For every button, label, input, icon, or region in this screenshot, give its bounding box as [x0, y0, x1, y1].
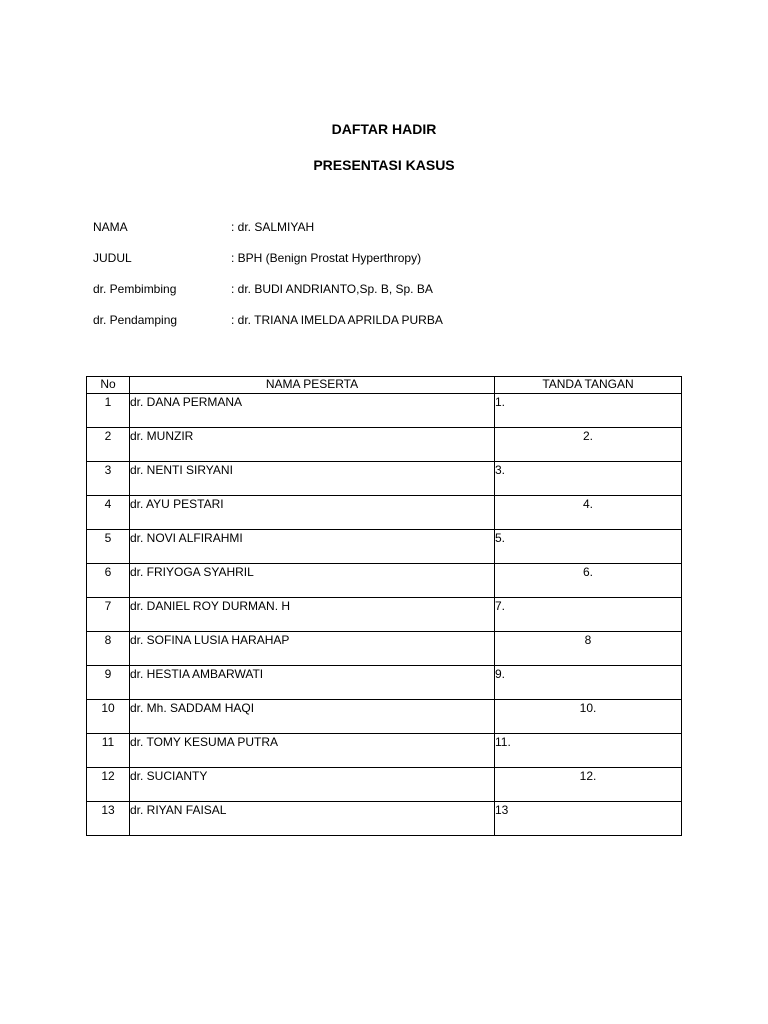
cell-name: dr. NOVI ALFIRAHMI: [130, 530, 495, 564]
cell-signature: 13: [495, 802, 682, 836]
table-row: [87, 428, 682, 462]
cell-name: dr. Mh. SADDAM HAQI: [130, 700, 495, 734]
table-row: [87, 700, 682, 734]
table-row: [87, 802, 682, 836]
cell-signature: 1.: [495, 394, 682, 428]
table-row: [87, 734, 682, 768]
cell-name: dr. DANA PERMANA: [130, 394, 495, 428]
cell-signature: 8: [495, 632, 682, 666]
cell-no: 2: [87, 428, 130, 462]
document-title: DAFTAR HADIR: [331, 121, 437, 137]
table-row: [87, 598, 682, 632]
info-row-pendamping: [93, 313, 693, 344]
cell-signature: 2.: [495, 428, 682, 462]
table-row: [87, 496, 682, 530]
info-row-pembimbing: [93, 282, 693, 313]
info-label: dr. Pembimbing: [93, 282, 177, 296]
cell-no: 8: [87, 632, 130, 666]
cell-no: 5: [87, 530, 130, 564]
info-label: dr. Pendamping: [93, 313, 178, 327]
info-row-judul: [93, 251, 693, 282]
info-value: : BPH (Benign Prostat Hyperthropy): [231, 251, 422, 265]
cell-no: 12: [87, 768, 130, 802]
header-signature: TANDA TANGAN: [495, 377, 682, 394]
cell-name: dr. NENTI SIRYANI: [130, 462, 495, 496]
cell-signature: 10.: [495, 700, 682, 734]
cell-no: 11: [87, 734, 130, 768]
cell-name: dr. FRIYOGA SYAHRIL: [130, 564, 495, 598]
table-row: [87, 462, 682, 496]
cell-no: 1: [87, 394, 130, 428]
cell-name: dr. TOMY KESUMA PUTRA: [130, 734, 495, 768]
info-value: : dr. BUDI ANDRIANTO,Sp. B, Sp. BA: [231, 282, 433, 296]
cell-name: dr. SOFINA LUSIA HARAHAP: [130, 632, 495, 666]
info-value: : dr. TRIANA IMELDA APRILDA PURBA: [231, 313, 443, 327]
attendance-body: [87, 394, 682, 836]
cell-signature: 7.: [495, 598, 682, 632]
cell-no: 4: [87, 496, 130, 530]
table-header-row: [87, 377, 682, 394]
attendance-table: [86, 376, 682, 836]
document-subtitle: PRESENTASI KASUS: [313, 157, 455, 173]
cell-name: dr. DANIEL ROY DURMAN. H: [130, 598, 495, 632]
cell-signature: 5.: [495, 530, 682, 564]
cell-signature: 11.: [495, 734, 682, 768]
cell-name: dr. RIYAN FAISAL: [130, 802, 495, 836]
cell-signature: 9.: [495, 666, 682, 700]
table-row: [87, 394, 682, 428]
header-no: No: [87, 377, 130, 394]
cell-no: 6: [87, 564, 130, 598]
cell-no: 7: [87, 598, 130, 632]
table-row: [87, 666, 682, 700]
cell-signature: 12.: [495, 768, 682, 802]
cell-name: dr. AYU PESTARI: [130, 496, 495, 530]
cell-signature: 6.: [495, 564, 682, 598]
cell-no: 10: [87, 700, 130, 734]
info-section: [93, 220, 693, 344]
cell-signature: 3.: [495, 462, 682, 496]
cell-no: 3: [87, 462, 130, 496]
header-name: NAMA PESERTA: [130, 377, 495, 394]
cell-name: dr. MUNZIR: [130, 428, 495, 462]
table-row: [87, 564, 682, 598]
table-row: [87, 530, 682, 564]
info-label: NAMA: [93, 220, 128, 234]
cell-no: 13: [87, 802, 130, 836]
cell-no: 9: [87, 666, 130, 700]
table-row: [87, 768, 682, 802]
info-value: : dr. SALMIYAH: [231, 220, 315, 234]
table-row: [87, 632, 682, 666]
info-row-nama: [93, 220, 693, 251]
cell-name: dr. SUCIANTY: [130, 768, 495, 802]
cell-signature: 4.: [495, 496, 682, 530]
info-label: JUDUL: [93, 251, 132, 265]
cell-name: dr. HESTIA AMBARWATI: [130, 666, 495, 700]
